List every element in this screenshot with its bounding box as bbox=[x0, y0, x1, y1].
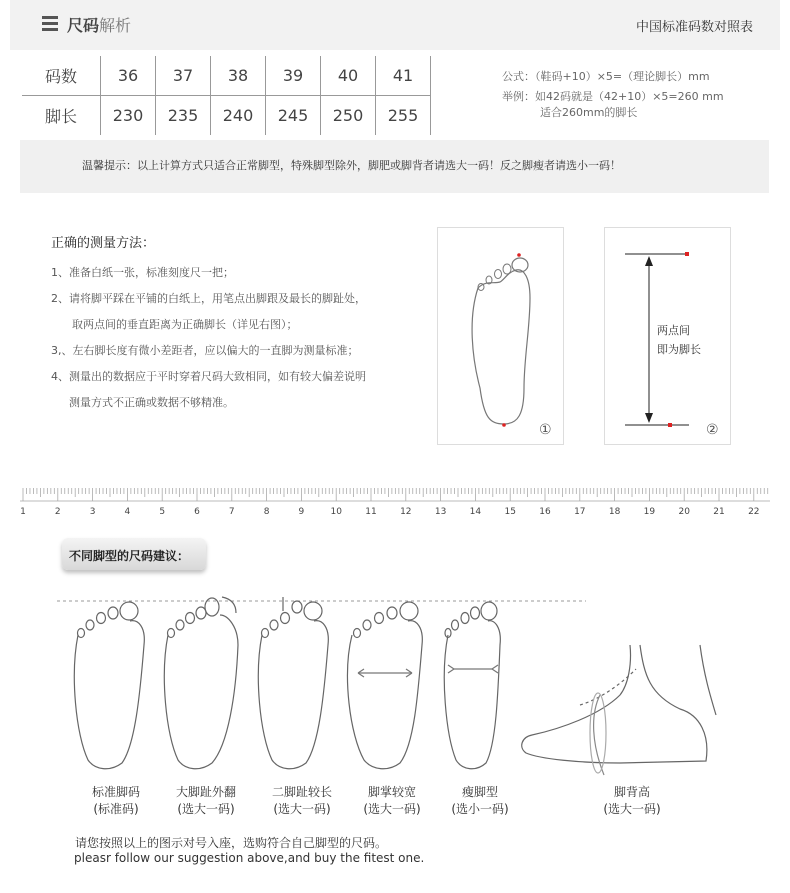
two-points-label bbox=[657, 321, 701, 359]
note-english: pleasr follow our suggestion above,and buy the fitest one. bbox=[74, 851, 425, 865]
foot-type-label bbox=[582, 784, 682, 818]
formula-line: 公式：（鞋码+10）×5=（理论脚长）mm bbox=[502, 70, 710, 83]
note-chinese: 请您按照以上的图示对号入座，选购符合自己脚型的尺码。 bbox=[75, 836, 388, 850]
ruler-label: 18 bbox=[608, 507, 621, 517]
table-cell: 250 bbox=[321, 96, 376, 136]
panel-number: ① bbox=[539, 422, 552, 438]
page-title bbox=[67, 13, 131, 36]
measure-step: 3,、左右脚长度有微小差距者，应以偏大的一直脚为测量标准； bbox=[51, 344, 359, 357]
foot-type-advice: (选大一码) bbox=[177, 802, 235, 816]
two-points-line: 即为脚长 bbox=[657, 343, 701, 356]
foot-type-advice: (选小一码) bbox=[451, 802, 509, 816]
wide-foot-icon bbox=[348, 602, 423, 769]
ruler-label: 19 bbox=[643, 507, 656, 517]
ruler-label: 8 bbox=[263, 507, 270, 517]
measure-step: 1、准备白纸一张，标准刻度尺一把； bbox=[51, 266, 234, 279]
table-row bbox=[22, 96, 431, 136]
title-bold: 尺码 bbox=[67, 16, 100, 35]
table-cell: 230 bbox=[101, 96, 156, 136]
example-line: 举例：如42码就是（42+10）×5=260 mm bbox=[502, 90, 724, 103]
ruler-label: 10 bbox=[330, 507, 342, 517]
table-edge bbox=[431, 56, 432, 96]
title-light: 解析 bbox=[99, 16, 132, 35]
foot-type-label bbox=[156, 784, 256, 818]
example-note: 适合260mm的脚长 bbox=[540, 106, 638, 119]
ruler-label: 2 bbox=[54, 507, 61, 517]
narrow-foot-icon bbox=[444, 602, 500, 769]
row-label-length: 脚长 bbox=[44, 107, 77, 126]
header-subtitle: 中国标准码数对照表 bbox=[635, 20, 753, 35]
menu-lines-icon bbox=[42, 16, 58, 32]
table-row bbox=[22, 56, 431, 96]
ruler-label: 4 bbox=[124, 507, 131, 517]
ruler-label: 3 bbox=[89, 507, 96, 517]
ruler-label: 21 bbox=[713, 507, 725, 517]
table-cell: 255 bbox=[376, 96, 431, 136]
two-points-line: 两点间 bbox=[657, 324, 690, 337]
table-cell: 41 bbox=[376, 56, 431, 96]
ruler-label: 22 bbox=[748, 507, 760, 517]
foot-type-name: 大脚趾外翻 bbox=[175, 785, 236, 799]
ruler-label: 20 bbox=[678, 507, 690, 517]
ruler-label: 13 bbox=[434, 507, 447, 517]
table-edge bbox=[431, 96, 432, 136]
foot-type-label bbox=[430, 784, 530, 818]
ruler-label: 14 bbox=[469, 507, 482, 517]
heel-point-icon bbox=[502, 423, 506, 427]
formula-block bbox=[502, 67, 724, 119]
table-cell: 39 bbox=[266, 56, 321, 96]
table-cell: 37 bbox=[156, 56, 211, 96]
foot-type-advice: (选大一码) bbox=[603, 802, 661, 816]
foot-type-advice: (标准码) bbox=[93, 802, 139, 816]
toe-point-icon bbox=[517, 253, 521, 257]
foot-type-label bbox=[252, 784, 352, 818]
table-cell: 240 bbox=[211, 96, 266, 136]
foot-types-illustration bbox=[0, 585, 790, 795]
ruler-label: 15 bbox=[504, 507, 516, 517]
measure-step: 取两点间的垂直距离为正确脚长（详见右图）； bbox=[72, 318, 298, 331]
foot-outline-panel bbox=[437, 227, 564, 445]
table-cell: 36 bbox=[101, 56, 156, 96]
standard-foot-icon bbox=[74, 602, 144, 769]
table-cell: 245 bbox=[266, 96, 321, 136]
tip-text: 温馨提示：以上计算方式只适合正常脚型，特殊脚型除外，脚肥或脚背者请选大一码！反之脚瘦者请选小一码！ bbox=[82, 159, 621, 172]
badge-text: 不同脚型的尺码建议： bbox=[69, 549, 190, 563]
measure-step: 4、测量出的数据应于平时穿着尺码大致相同，如有较大偏差说明 bbox=[51, 370, 366, 383]
ruler-label: 6 bbox=[194, 507, 200, 517]
foot-type-name: 瘦脚型 bbox=[461, 785, 498, 799]
table-cell: 235 bbox=[156, 96, 211, 136]
measure-step: 测量方式不正确或数据不够精准。 bbox=[69, 396, 234, 409]
ruler-label: 5 bbox=[159, 507, 166, 517]
foot-outline-icon bbox=[438, 228, 563, 444]
ruler-label: 7 bbox=[228, 507, 235, 517]
ruler-label: 1 bbox=[20, 507, 26, 517]
ruler-label: 16 bbox=[539, 507, 551, 517]
foot-type-name: 脚掌较宽 bbox=[367, 785, 416, 799]
panel-number: ② bbox=[706, 422, 719, 438]
table-cell: 40 bbox=[321, 56, 376, 96]
row-label-size: 码数 bbox=[22, 56, 101, 96]
size-table bbox=[22, 56, 431, 135]
foot-type-label bbox=[66, 784, 166, 818]
measure-title: 正确的测量方法： bbox=[51, 236, 156, 251]
table-cell: 38 bbox=[211, 56, 266, 96]
ruler-label: 9 bbox=[298, 507, 305, 517]
ruler bbox=[20, 486, 772, 520]
long-second-toe-foot-icon bbox=[258, 597, 328, 769]
foot-type-name: 脚背高 bbox=[613, 785, 650, 799]
ruler-label: 11 bbox=[365, 507, 377, 517]
ruler-label: 17 bbox=[574, 507, 586, 517]
foot-type-name: 二脚趾较长 bbox=[271, 785, 332, 799]
high-instep-foot-icon bbox=[522, 645, 716, 775]
measure-step: 2、请将脚平踩在平铺的白纸上，用笔点出脚跟及最长的脚趾处， bbox=[51, 292, 366, 305]
foot-type-advice: (选大一码) bbox=[273, 802, 331, 816]
bunion-foot-icon bbox=[164, 597, 238, 769]
foot-type-advice: (选大一码) bbox=[363, 802, 421, 816]
foot-type-name: 标准脚码 bbox=[91, 785, 140, 799]
ruler-label: 12 bbox=[400, 507, 412, 517]
foot-type-label bbox=[342, 784, 442, 818]
